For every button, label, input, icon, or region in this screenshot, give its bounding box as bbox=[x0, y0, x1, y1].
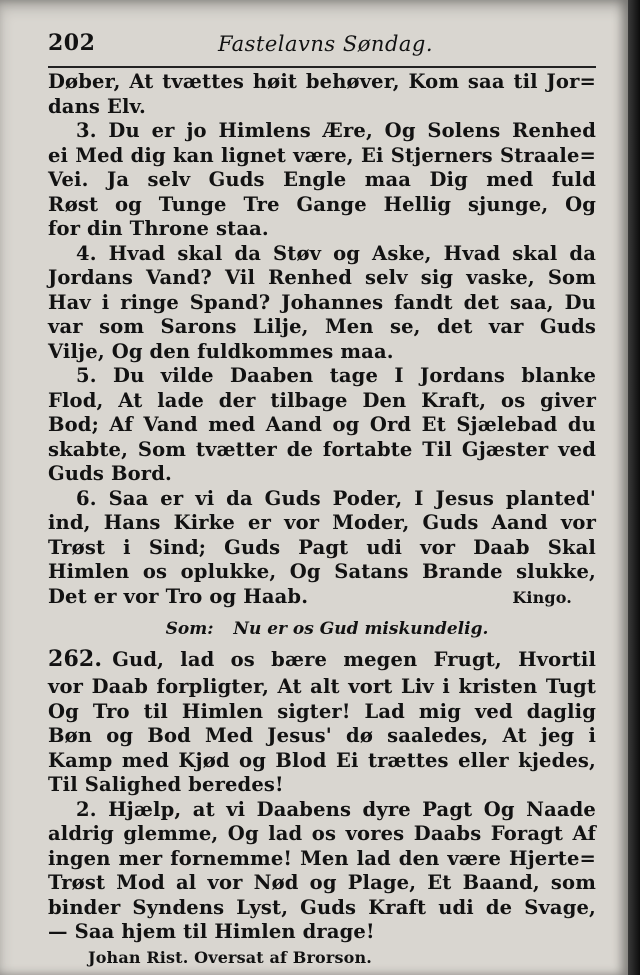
text-line: vor Daab forpligter, At alt vort Liv i kristen Tugt bbox=[48, 675, 596, 698]
text-line: ei Med dig kan lignet være, Ei Stjerners Straale= bbox=[48, 143, 596, 167]
text-line: — Saa hjem til Himlen drage! bbox=[48, 920, 375, 943]
text-line: Røst og Tunge Tre Gange Hellig sjunge, Og bbox=[48, 192, 596, 216]
text-line: Bod; Af Vand med Aand og Ord Et Sjælebad du bbox=[48, 413, 596, 436]
closing-line bbox=[48, 585, 596, 610]
text-line: var som Sarons Lilje, Men se, det var Guds bbox=[48, 315, 596, 338]
previous-hymn bbox=[48, 70, 596, 609]
text-line: Himlen os oplukke, Og Satans Brande slukke, bbox=[48, 560, 596, 583]
page-number: 202 bbox=[48, 30, 96, 56]
text-line: Og Tro til Himlen sigter! Lad mig ved daglig bbox=[48, 699, 596, 723]
book-spine-edge bbox=[628, 0, 640, 975]
verse-start-line: 4. Hvad skal da Støv og Aske, Hvad skal da bbox=[76, 241, 596, 265]
text-line: ingen mer fornemme! Men lad den være Hjerte= bbox=[48, 846, 596, 870]
melody-label: Som: bbox=[165, 619, 214, 639]
text-line: Jordans Vand? Vil Renhed selv sig vaske, Som bbox=[48, 266, 596, 289]
text-line: Vei. Ja selv Guds Engle maa Dig med fuld bbox=[48, 168, 596, 191]
verse-start-line: 2. Hjælp, at vi Daabens dyre Pagt Og Naade bbox=[76, 797, 596, 821]
text-line: Guds Bord. bbox=[48, 462, 172, 485]
hymn-number: 262. bbox=[48, 646, 103, 672]
hymn-first-text: Gud, lad os bære megen Frugt, Hvortil bbox=[112, 648, 596, 671]
page-body bbox=[48, 70, 596, 969]
last-verse-line: Det er vor Tro og Haab. bbox=[48, 584, 309, 608]
text-line: binder Syndens Lyst, Guds Kraft udi de Svage, bbox=[48, 895, 596, 919]
text-line: skabte, Som tvætter de fortabte Til Gjæster ved bbox=[48, 437, 596, 461]
hymn-262 bbox=[48, 643, 596, 969]
header-rule bbox=[48, 66, 596, 68]
hymn-author: Kingo. bbox=[512, 587, 572, 607]
page-header bbox=[48, 30, 596, 64]
text-line: Flod, At lade der tilbage Den Kraft, os giver bbox=[48, 388, 596, 412]
text-line: Vilje, Og den fuldkommes maa. bbox=[48, 339, 394, 363]
text-line: for din Throne staa. bbox=[48, 217, 269, 240]
text-line: ind, Hans Kirke er vor Moder, Guds Aand vor bbox=[48, 511, 596, 534]
text-line: Til Salighed beredes! bbox=[48, 773, 284, 796]
text-line: Trøst Mod al vor Nød og Plage, Et Baand, som bbox=[48, 871, 596, 894]
text-line: aldrig glemme, Og lad os vores Daabs Foragt Af bbox=[48, 822, 596, 845]
verse-start-line: 5. Du vilde Daaben tage I Jordans blanke bbox=[76, 364, 596, 387]
attribution-line bbox=[48, 945, 596, 970]
text-line: Trøst i Sind; Guds Pagt udi vor Daab Skal bbox=[48, 535, 596, 559]
hymn-authors: Johan Rist. Oversat af Brorson. bbox=[88, 947, 372, 967]
running-title: Fastelavns Søndag. bbox=[218, 32, 434, 56]
text-line: Hav i ringe Spand? Johannes fandt det saa, Du bbox=[48, 290, 596, 314]
melody-title: Nu er os Gud miskundelig. bbox=[233, 619, 489, 639]
text-line: Bøn og Bod Med Jesus' dø saaledes, At jeg i bbox=[48, 724, 596, 747]
hymn-first-line bbox=[48, 643, 596, 675]
melody-note bbox=[48, 609, 596, 643]
verse-start-line: 3. Du er jo Himlens Ære, Og Solens Renhed bbox=[76, 119, 596, 142]
text-line: Kamp med Kjød og Blod Ei trættes eller kjedes, bbox=[48, 748, 596, 772]
text-line: dans Elv. bbox=[48, 94, 146, 118]
text-line: Døber, At tvættes høit behøver, Kom saa til Jor= bbox=[48, 70, 596, 93]
verse-start-line: 6. Saa er vi da Guds Poder, I Jesus planted' bbox=[76, 486, 596, 510]
